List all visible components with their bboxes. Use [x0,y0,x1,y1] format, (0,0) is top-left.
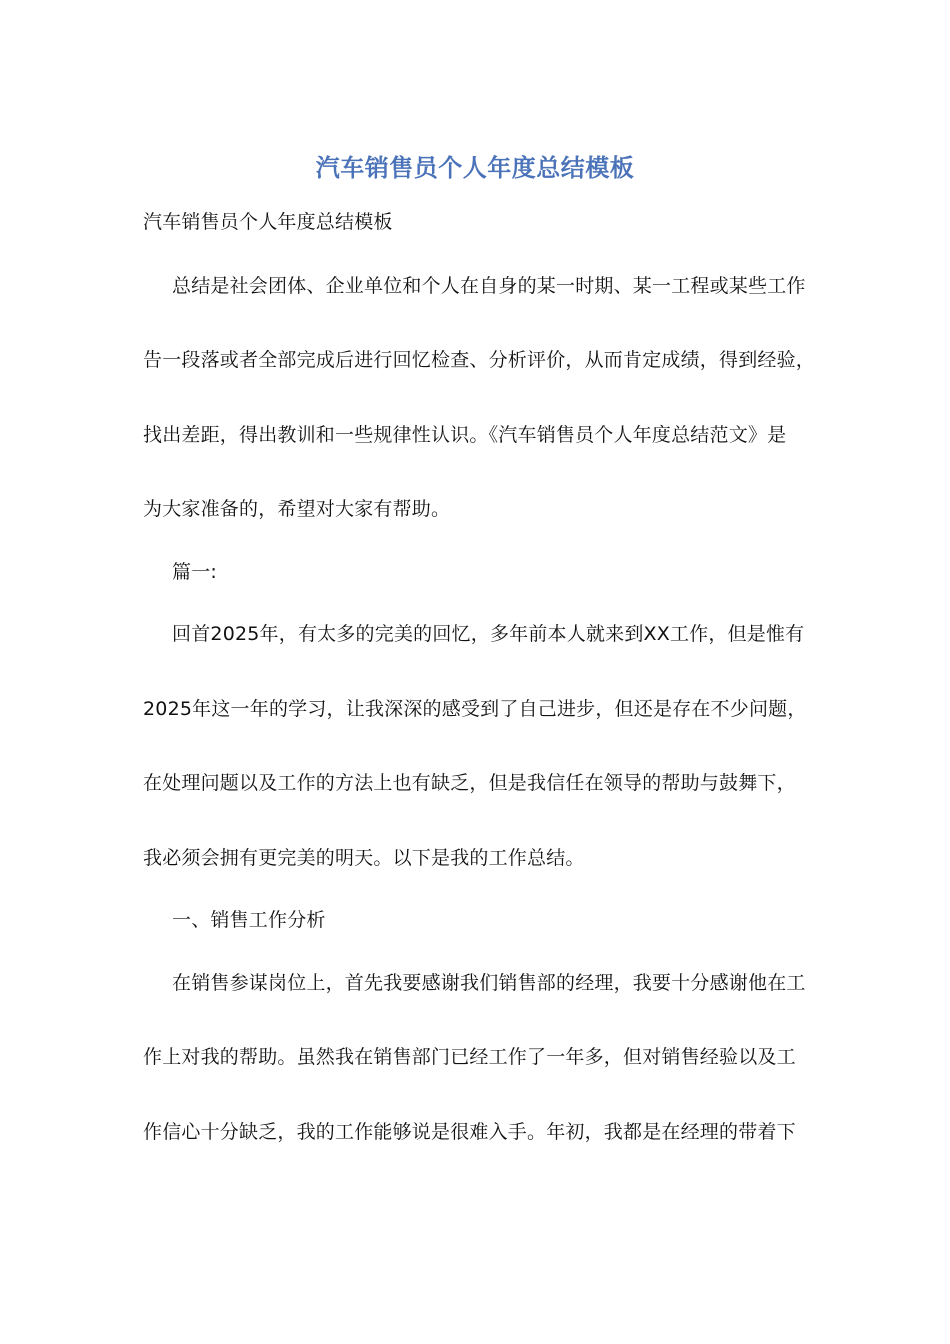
paragraph-line: 回首2025年，有太多的完美的回忆，多年前本人就来到XX工作，但是惟有 [172,623,805,645]
paragraph-line: 在销售参谋岗位上，首先我要感谢我们销售部的经理，我要十分感谢他在工 [172,972,806,994]
document-subtitle: 汽车销售员个人年度总结模板 [143,211,393,233]
paragraph-line: 找出差距，得出教训和一些规律性认识。《汽车销售员个人年度总结范文》是 [143,424,787,446]
paragraph-line: 在处理问题以及工作的方法上也有缺乏，但是我信任在领导的帮助与鼓舞下， [143,772,796,794]
paragraph-line: 总结是社会团体、企业单位和个人在自身的某一时期、某一工程或某些工作 [172,275,806,297]
paragraph-line: 作信心十分缺乏，我的工作能够说是很难入手。年初，我都是在经理的带着下 [143,1121,796,1143]
document-title: 汽车销售员个人年度总结模板 [315,153,635,182]
section-heading: 一、销售工作分析 [172,909,326,931]
paragraph-line: 告一段落或者全部完成后进行回忆检查、分析评价，从而肯定成绩，得到经验， [143,349,816,371]
paragraph-line: 为大家准备的，希望对大家有帮助。 [143,498,451,520]
section-label: 篇一: [172,561,218,583]
paragraph-line: 2025年这一年的学习，让我深深的感受到了自己进步，但还是存在不少问题， [143,698,807,720]
paragraph-line: 我必须会拥有更完美的明天。以下是我的工作总结。 [143,847,585,869]
paragraph-line: 作上对我的帮助。虽然我在销售部门已经工作了一年多，但对销售经验以及工 [143,1046,796,1068]
